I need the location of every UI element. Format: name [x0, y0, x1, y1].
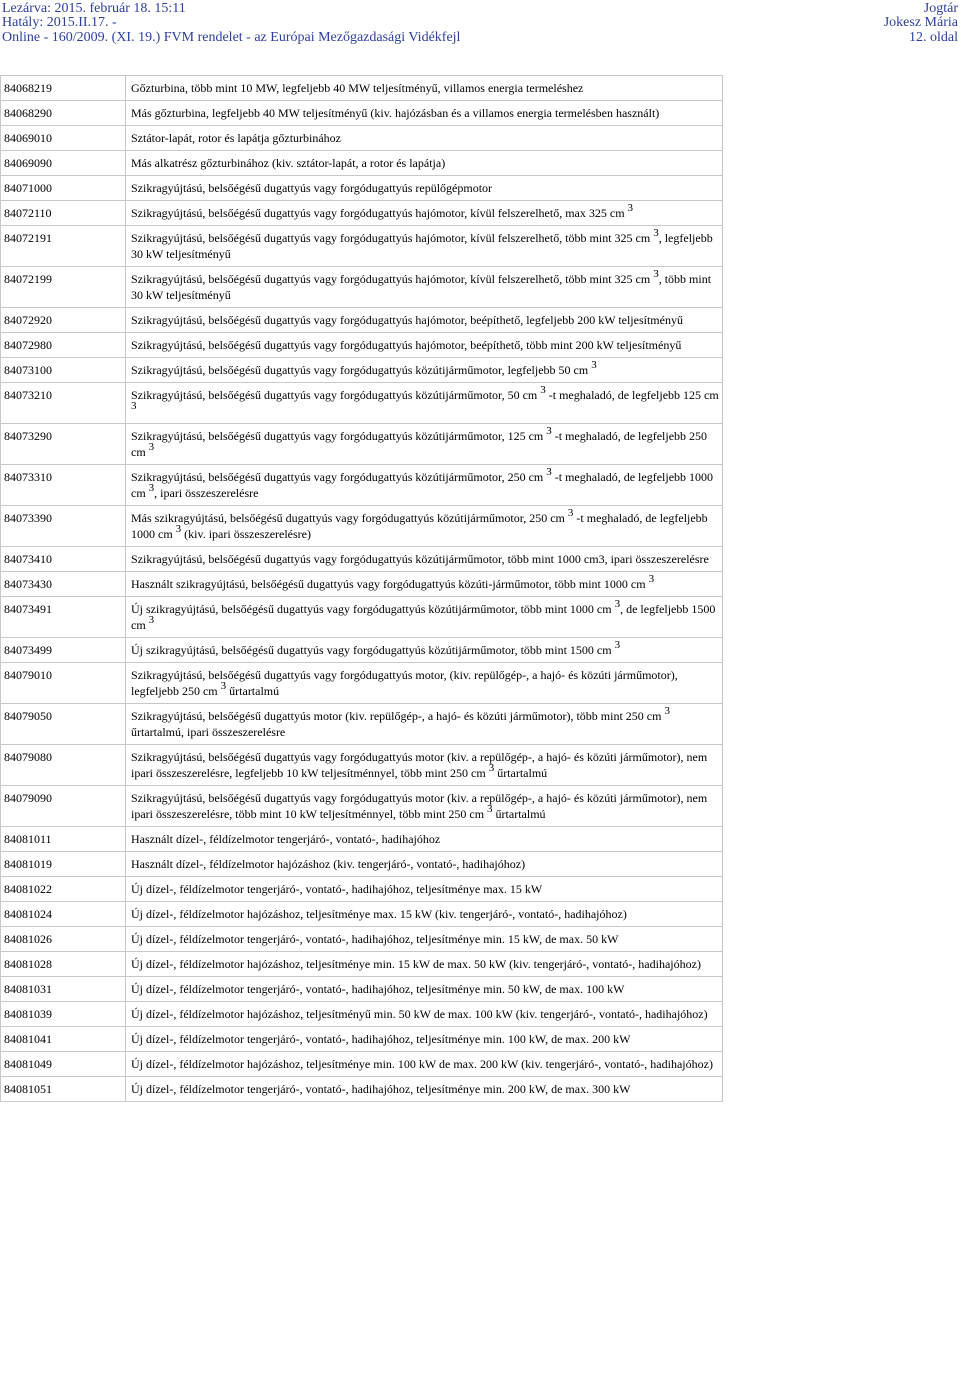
row-description: Más gőzturbina, legfeljebb 40 MW teljesítményű (kiv. hajózásban és a villamos energia termelésben használt) [126, 101, 723, 126]
table-row [1, 308, 723, 333]
table-row [1, 1052, 723, 1077]
row-description: Gőzturbina, több mint 10 MW, legfeljebb 40 MW teljesítményű, villamos energia termeléshez [126, 76, 723, 101]
table-row [1, 977, 723, 1002]
publisher: Jogtár [923, 1, 958, 16]
row-description: Szikragyújtású, belsőégésű dugattyús vagy forgódugattyús motor (kiv. a repülőgép-, a hajó- és közúti járműmotor), nem ipari összeszerelésre, legfeljebb 10 kW teljesítménnyel, több mint 250 cm $^3$ űrtartalmú [126, 745, 723, 786]
table-row [1, 927, 723, 952]
cubic-superscript: 3 [653, 268, 659, 280]
table-row [1, 902, 723, 927]
table-row [1, 852, 723, 877]
document-title: Online - 160/2009. (XI. 19.) FVM rendelet - az Európai Mezőgazdasági Vidékfejl [2, 30, 461, 45]
row-code: 84073491 [1, 597, 126, 638]
table-row [1, 877, 723, 902]
row-code: 84072199 [1, 267, 126, 308]
row-code: 84073290 [1, 424, 126, 465]
row-description: Új dízel-, féldízelmotor hajózáshoz, teljesítményű min. 50 kW de max. 100 kW (kiv. tengerjáró-, vontató-, hadihajóhoz) [126, 1002, 723, 1027]
table-row [1, 267, 723, 308]
row-description: Új dízel-, féldízelmotor hajózáshoz, teljesítménye min. 100 kW de max. 200 kW (kiv. tengerjáró-, vontató-, hadihajóhoz) [126, 1052, 723, 1077]
row-description: Sztátor-lapát, rotor és lapátja gőzturbinához [126, 126, 723, 151]
row-code: 84079090 [1, 786, 126, 827]
table-row [1, 572, 723, 597]
row-code: 84073310 [1, 465, 126, 506]
page-header [0, 0, 960, 48]
row-code: 84072110 [1, 201, 126, 226]
table-row [1, 547, 723, 572]
cubic-superscript: 3 [546, 425, 552, 437]
effective-date: Hatály: 2015.II.17. - [2, 15, 117, 30]
row-code: 84068290 [1, 101, 126, 126]
row-description: Szikragyújtású, belsőégésű dugattyús vagy forgódugattyús motor, (kiv. repülőgép-, a hajó- és közúti járműmotor), legfeljebb 250 cm $^3$ űrtartalmú [126, 663, 723, 704]
row-code: 84081051 [1, 1077, 126, 1102]
row-description: Szikragyújtású, belsőégésű dugattyús vagy forgódugattyús hajómotor, beépíthető, több mint 200 kW teljesítményű [126, 333, 723, 358]
locked-date: Lezárva: 2015. február 18. 15:11 [2, 1, 186, 16]
cubic-superscript: 3 [148, 614, 155, 626]
row-code: 84081028 [1, 952, 126, 977]
row-description: Használt szikragyújtású, belsőégésű dugattyús vagy forgódugattyús közúti-járműmotor, több mint 1000 cm $^3$ [126, 572, 723, 597]
table-row [1, 101, 723, 126]
user-name: Jokesz Mária [883, 15, 958, 30]
cubic-superscript: 3 [591, 359, 597, 371]
row-code: 84079050 [1, 704, 126, 745]
row-description: Szikragyújtású, belsőégésű dugattyús vagy forgódugattyús közútijárműmotor, több mint 1000 cm3, ipari összeszerelésre [126, 547, 723, 572]
row-description: Használt dízel-, féldízelmotor tengerjáró-, vontató-, hadihajóhoz [126, 827, 723, 852]
row-description: Új szikragyújtású, belsőégésű dugattyús vagy forgódugattyús közútijárműmotor, több mint 1500 cm $^3$ [126, 638, 723, 663]
code-table [0, 75, 723, 1102]
row-code: 84081024 [1, 902, 126, 927]
table-row [1, 201, 723, 226]
code-table-body [1, 76, 723, 1102]
table-row [1, 663, 723, 704]
table-row [1, 151, 723, 176]
row-code: 84069010 [1, 126, 126, 151]
row-code: 84073410 [1, 547, 126, 572]
row-description: Új dízel-, féldízelmotor tengerjáró-, vontató-, hadihajóhoz, teljesítménye min. 50 kW, de max. 100 kW [126, 977, 723, 1002]
cubic-superscript: 3 [175, 523, 182, 535]
cubic-superscript: 3 [627, 202, 634, 214]
table-row [1, 126, 723, 151]
table-row [1, 638, 723, 663]
row-description: Szikragyújtású, belsőégésű dugattyús vagy forgódugattyús repülőgépmotor [126, 176, 723, 201]
table-row [1, 226, 723, 267]
page-number: 12. oldal [909, 30, 958, 45]
cubic-superscript: 3 [540, 384, 546, 396]
cubic-superscript: 3 [614, 598, 621, 610]
cubic-superscript: 3 [487, 803, 493, 815]
cubic-superscript: 3 [220, 680, 227, 692]
row-description: Szikragyújtású, belsőégésű dugattyús vagy forgódugattyús hajómotor, kívül felszerelhető, több mint 325 cm $^3$, legfeljebb 30 kW teljesítményű [126, 226, 723, 267]
row-description: Más szikragyújtású, belsőégésű dugattyús vagy forgódugattyús közútijárműmotor, 250 cm $^3$ -t meghaladó, de legfeljebb 1000 cm $^3$ (kiv. ipari összeszerelésre) [126, 506, 723, 547]
row-description: Szikragyújtású, belsőégésű dugattyús vagy forgódugattyús motor (kiv. a repülőgép-, a hajó- és közúti járműmotor), nem ipari összeszerelésre, több mint 10 kW teljesítménnyel, több mint 250 cm $^3$ űrtartalmú [126, 786, 723, 827]
cubic-superscript: 3 [648, 573, 655, 585]
row-code: 84068219 [1, 76, 126, 101]
table-row [1, 176, 723, 201]
cubic-superscript: 3 [546, 466, 552, 478]
row-description: Szikragyújtású, belsőégésű dugattyús vagy forgódugattyús közútijárműmotor, 50 cm $^3$ -t meghaladó, de legfeljebb 125 cm $^3$ [126, 383, 723, 424]
row-code: 84081041 [1, 1027, 126, 1052]
row-description: Szikragyújtású, belsőégésű dugattyús motor (kiv. repülőgép-, a hajó- és közúti járműmotor), több mint 250 cm $^3$ űrtartalmú, ipari összeszerelésre [126, 704, 723, 745]
row-code: 84073499 [1, 638, 126, 663]
cubic-superscript: 3 [148, 441, 155, 453]
row-code: 84081022 [1, 877, 126, 902]
row-description: Szikragyújtású, belsőégésű dugattyús vagy forgódugattyús hajómotor, kívül felszerelhető, több mint 325 cm $^3$, több mint 30 kW teljesítményű [126, 267, 723, 308]
table-row [1, 786, 723, 827]
table-row [1, 704, 723, 745]
cubic-superscript: 3 [567, 507, 574, 519]
row-code: 84079010 [1, 663, 126, 704]
row-code: 84081011 [1, 827, 126, 852]
table-row [1, 465, 723, 506]
row-code: 84072980 [1, 333, 126, 358]
table-row [1, 1002, 723, 1027]
table-row [1, 383, 723, 424]
row-description: Más alkatrész gőzturbinához (kiv. sztátor-lapát, a rotor és lapátja) [126, 151, 723, 176]
row-description: Használt dízel-, féldízelmotor hajózáshoz (kiv. tengerjáró-, vontató-, hadihajóhoz) [126, 852, 723, 877]
cubic-superscript: 3 [614, 639, 621, 651]
cubic-superscript: 3 [664, 705, 670, 717]
table-row [1, 506, 723, 547]
row-code: 84081026 [1, 927, 126, 952]
row-code: 84069090 [1, 151, 126, 176]
row-description: Szikragyújtású, belsőégésű dugattyús vagy forgódugattyús közútijárműmotor, legfeljebb 50 cm $^3$ [126, 358, 723, 383]
row-description: Új szikragyújtású, belsőégésű dugattyús vagy forgódugattyús közútijárműmotor, több mint 1000 cm $^3$, de legfeljebb 1500 cm $^3$ [126, 597, 723, 638]
row-description: Új dízel-, féldízelmotor tengerjáró-, vontató-, hadihajóhoz, teljesítménye min. 100 kW, de max. 200 kW [126, 1027, 723, 1052]
row-code: 84072191 [1, 226, 126, 267]
row-code: 84081039 [1, 1002, 126, 1027]
table-row [1, 952, 723, 977]
row-description: Új dízel-, féldízelmotor tengerjáró-, vontató-, hadihajóhoz, teljesítménye max. 15 kW [126, 877, 723, 902]
row-description: Új dízel-, féldízelmotor tengerjáró-, vontató-, hadihajóhoz, teljesítménye min. 15 kW, de max. 50 kW [126, 927, 723, 952]
row-description: Szikragyújtású, belsőégésű dugattyús vagy forgódugattyús hajómotor, beépíthető, legfeljebb 200 kW teljesítményű [126, 308, 723, 333]
row-code: 84081019 [1, 852, 126, 877]
cubic-superscript: 3 [488, 762, 495, 774]
cubic-superscript: 3 [653, 227, 659, 239]
table-row [1, 745, 723, 786]
table-row [1, 76, 723, 101]
row-code: 84073390 [1, 506, 126, 547]
row-code: 84081031 [1, 977, 126, 1002]
row-code: 84079080 [1, 745, 126, 786]
table-row [1, 333, 723, 358]
table-row [1, 358, 723, 383]
row-code: 84071000 [1, 176, 126, 201]
row-description: Új dízel-, féldízelmotor tengerjáró-, vontató-, hadihajóhoz, teljesítménye min. 200 kW, de max. 300 kW [126, 1077, 723, 1102]
cubic-superscript: 3 [131, 400, 137, 412]
table-row [1, 1027, 723, 1052]
row-code: 84073430 [1, 572, 126, 597]
row-code: 84081049 [1, 1052, 126, 1077]
row-description: Új dízel-, féldízelmotor hajózáshoz, teljesítménye max. 15 kW (kiv. tengerjáró-, vontató-, hadihajóhoz) [126, 902, 723, 927]
table-row [1, 424, 723, 465]
table-row [1, 597, 723, 638]
cubic-superscript: 3 [148, 482, 155, 494]
row-code: 84073100 [1, 358, 126, 383]
row-code: 84073210 [1, 383, 126, 424]
row-code: 84072920 [1, 308, 126, 333]
row-description: Új dízel-, féldízelmotor hajózáshoz, teljesítménye min. 15 kW de max. 50 kW (kiv. tengerjáró-, vontató-, hadihajóhoz) [126, 952, 723, 977]
table-row [1, 1077, 723, 1102]
row-description: Szikragyújtású, belsőégésű dugattyús vagy forgódugattyús közútijárműmotor, 250 cm $^3$ -t meghaladó, de legfeljebb 1000 cm $^3$, ipari összeszerelésre [126, 465, 723, 506]
row-description: Szikragyújtású, belsőégésű dugattyús vagy forgódugattyús hajómotor, kívül felszerelhető, max 325 cm $^3$ [126, 201, 723, 226]
table-row [1, 827, 723, 852]
row-description: Szikragyújtású, belsőégésű dugattyús vagy forgódugattyús közútijárműmotor, 125 cm $^3$ -t meghaladó, de legfeljebb 250 cm $^3$ [126, 424, 723, 465]
